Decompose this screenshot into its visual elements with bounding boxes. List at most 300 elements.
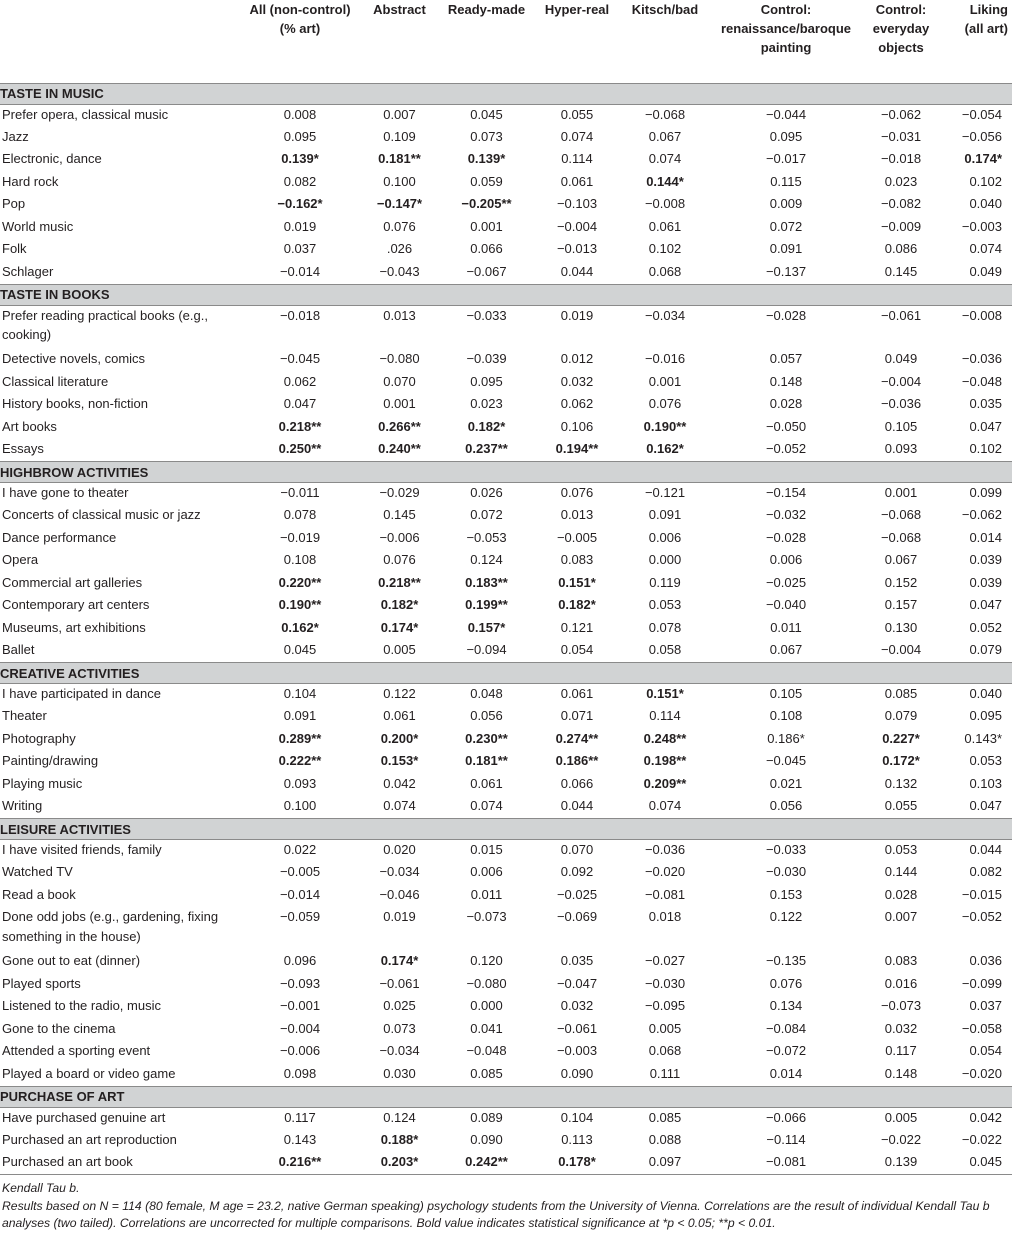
section-title: LEISURE ACTIVITIES (0, 819, 1012, 840)
table-cell: −0.018 (880, 151, 922, 166)
table-cell: −0.018 (279, 307, 321, 323)
table-cell: −0.046 (379, 886, 420, 902)
table-cell: 0.174* (380, 953, 419, 968)
table-cell: −0.052 (765, 441, 807, 456)
table-cell: 0.019 (383, 909, 416, 924)
table-cell: −0.025 (556, 886, 598, 902)
table-cell: −0.008 (644, 196, 686, 211)
table-cell: 0.174* (964, 151, 1002, 166)
table-cell: 0.007 (383, 106, 416, 122)
table-row (0, 349, 1012, 372)
table-row (0, 1019, 1012, 1042)
table-cell: 0.093 (884, 441, 918, 456)
table-cell: −0.044 (765, 106, 807, 122)
table-cell: 0.102 (969, 173, 1002, 189)
table-cell: 0.048 (470, 686, 503, 701)
row-label: Purchased an art book (0, 1152, 240, 1175)
table-cell: 0.067 (884, 552, 918, 567)
table-cell: 0.061 (470, 775, 503, 791)
table-row (0, 885, 1012, 908)
row-label: Essays (2, 441, 44, 456)
row-label: Gone to the cinema (2, 1020, 116, 1036)
column-header-line: Kitsch/bad (631, 2, 699, 17)
table-cell: 0.100 (283, 798, 317, 813)
table-cell: −0.103 (556, 196, 598, 211)
table-cell: −0.081 (644, 886, 686, 902)
table-cell: 0.076 (383, 218, 416, 234)
column-header-1 (240, 0, 360, 83)
table-cell: −0.081 (710, 1152, 862, 1175)
table-cell: 0.114 (649, 708, 681, 723)
table-cell: 0.106 (560, 418, 594, 434)
table-cell: 0.056 (470, 708, 503, 723)
table-cell: 0.186* (767, 730, 805, 746)
table-cell: 0.039 (969, 574, 1002, 590)
column-header-line: (% art) (279, 21, 321, 36)
table-row (0, 483, 1012, 506)
table-cell: −0.135 (765, 953, 807, 968)
table-cell: −0.084 (765, 1020, 807, 1036)
table-row (0, 729, 1012, 752)
table-cell: −0.045 (765, 753, 807, 768)
table-cell: 0.072 (769, 218, 803, 234)
table-cell: 0.058 (648, 642, 682, 657)
table-cell: 0.152 (884, 574, 918, 590)
table-cell: −0.050 (765, 418, 807, 434)
table-cell: 0.199** (465, 597, 508, 612)
table-cell: −0.045 (279, 351, 321, 366)
table-cell: −0.061 (556, 1020, 598, 1036)
table-cell: 0.242** (439, 1152, 534, 1175)
table-cell: 0.099 (969, 485, 1002, 500)
column-header-7 (862, 0, 940, 83)
table-cell: 0.067 (648, 128, 682, 144)
section-header (0, 819, 1012, 840)
table-row (0, 684, 1012, 707)
table-cell: −0.137 (765, 263, 807, 279)
table-cell: −0.003 (556, 1043, 598, 1058)
table-cell: 0.044 (560, 798, 594, 813)
section-title: PURCHASE OF ART (0, 1086, 1012, 1107)
table-cell: 0.061 (648, 218, 682, 234)
table-cell: −0.072 (765, 1043, 807, 1058)
table-cell: 0.045 (283, 642, 317, 657)
table-cell: 0.037 (283, 241, 317, 256)
table-cell: −0.205** (461, 196, 512, 211)
table-cell: 0.188* (380, 1131, 419, 1147)
table-cell: 0.074 (560, 128, 594, 144)
table-cell: 0.124 (383, 1109, 416, 1125)
table-cell: −0.048 (466, 1043, 507, 1058)
table-cell: 0.220** (278, 574, 322, 590)
table-cell: 0.085 (884, 686, 918, 701)
table-cell: −0.058 (961, 1020, 1002, 1036)
table-cell: −0.154 (765, 485, 807, 500)
table-cell: 0.091 (283, 708, 317, 723)
table-cell: 0.218** (278, 418, 322, 434)
table-row (0, 528, 1012, 551)
table-cell: 0.216** (240, 1152, 360, 1175)
table-cell: −0.059 (279, 909, 321, 924)
row-label: Painting/drawing (2, 753, 99, 768)
table-cell: 0.028 (769, 396, 803, 411)
table-cell: 0.132 (884, 775, 918, 791)
table-cell: 0.181** (465, 753, 508, 768)
table-cell: −0.027 (644, 953, 686, 968)
table-cell: 0.289** (278, 730, 322, 746)
table-cell: −0.006 (379, 529, 420, 545)
table-cell: 0.014 (969, 529, 1002, 545)
table-cell: 0.059 (470, 173, 503, 189)
table-cell: 0.182* (380, 597, 419, 612)
table-cell: 0.009 (769, 196, 803, 211)
table-cell: −0.043 (379, 263, 420, 279)
table-cell: −0.095 (644, 998, 686, 1013)
table-cell: 0.143 (283, 1131, 317, 1147)
table-cell: 0.049 (969, 263, 1002, 279)
table-row (0, 172, 1012, 195)
row-label: Played a board or video game (2, 1065, 176, 1081)
row-label: Played sports (2, 975, 81, 991)
table-cell: 0.068 (648, 263, 682, 279)
table-cell: −0.094 (466, 642, 507, 657)
table-cell: −0.033 (765, 842, 807, 857)
table-cell: 0.001 (648, 373, 682, 389)
table-row (0, 550, 1012, 573)
table-cell: −0.004 (279, 1020, 321, 1036)
table-cell: 0.109 (383, 128, 416, 144)
table-cell: 0.122 (769, 909, 803, 924)
table-cell: 0.042 (969, 1109, 1002, 1125)
row-label: Electronic, dance (2, 151, 102, 166)
table-row (0, 127, 1012, 150)
column-header-2 (360, 0, 439, 83)
table-cell: −0.054 (961, 106, 1002, 122)
table-row (0, 239, 1012, 262)
table-cell: 0.066 (560, 775, 594, 791)
table-cell: 0.124 (470, 552, 503, 567)
table-row (0, 104, 1012, 127)
table-cell: 0.021 (769, 775, 803, 791)
table-row (0, 996, 1012, 1019)
table-cell: 0.144* (646, 173, 684, 189)
table-cell: 0.145 (884, 263, 918, 279)
table-cell: 0.174* (380, 619, 419, 635)
table-cell: −0.031 (880, 128, 922, 144)
row-label: I have visited friends, family (2, 842, 162, 857)
table-cell: 0.076 (769, 975, 803, 991)
table-cell: 0.007 (884, 909, 918, 924)
table-cell: 0.032 (560, 998, 594, 1013)
table-cell: −0.034 (379, 864, 420, 879)
table-row (0, 951, 1012, 974)
table-cell: 0.117 (284, 1109, 316, 1125)
table-cell: −0.066 (765, 1109, 807, 1125)
table-cell: 0.026 (470, 485, 503, 500)
table-row (0, 1041, 1012, 1064)
table-row (0, 751, 1012, 774)
table-cell: −0.061 (379, 975, 420, 991)
table-cell: 0.139 (862, 1152, 940, 1175)
table-cell: 0.157* (467, 619, 506, 635)
table-footnotes (0, 1175, 1012, 1233)
table-cell: 0.074 (648, 798, 682, 813)
table-cell: 0.062 (283, 373, 317, 389)
table-cell: 0.045 (470, 106, 503, 122)
row-label: Photography (2, 730, 76, 746)
table-cell: 0.061 (560, 686, 594, 701)
table-cell: −0.040 (765, 597, 807, 612)
table-cell: 0.148 (769, 373, 803, 389)
table-cell: 0.105 (769, 686, 803, 701)
section-header (0, 284, 1012, 305)
table-cell: −0.028 (765, 307, 807, 323)
table-cell: 0.237** (465, 441, 508, 456)
table-cell: 0.190** (278, 597, 322, 612)
table-cell: −0.114 (766, 1131, 806, 1147)
table-cell: −0.121 (644, 485, 686, 500)
table-row (0, 217, 1012, 240)
table-cell: 0.083 (884, 953, 918, 968)
table-cell: 0.012 (560, 351, 594, 366)
table-cell: 0.000 (648, 552, 682, 567)
column-header-line: renaissance/baroque (720, 21, 852, 36)
table-cell: 0.005 (884, 1109, 918, 1125)
table-cell: 0.040 (969, 196, 1002, 211)
column-header-line: Hyper-real (544, 2, 610, 17)
table-cell: 0.148 (884, 1065, 918, 1081)
table-cell: 0.074 (648, 151, 682, 166)
row-label: History books, non-fiction (2, 396, 148, 411)
row-label: Schlager (2, 263, 54, 279)
table-cell: 0.102 (969, 441, 1002, 456)
table-cell: 0.089 (470, 1109, 503, 1125)
table-cell: 0.230** (465, 730, 508, 746)
row-label: Watched TV (2, 864, 73, 879)
table-cell: 0.044 (969, 842, 1002, 857)
table-cell: 0.044 (560, 263, 594, 279)
row-label: Writing (2, 798, 43, 813)
table-cell: 0.018 (648, 909, 682, 924)
table-row (0, 394, 1012, 417)
section-header (0, 83, 1012, 104)
table-cell: 0.100 (383, 173, 416, 189)
table-cell: −0.006 (279, 1043, 321, 1058)
table-cell: −0.020 (644, 864, 686, 879)
table-row (0, 1107, 1012, 1130)
section-header (0, 462, 1012, 483)
table-cell: 0.114 (561, 151, 593, 166)
table-cell: −0.033 (466, 307, 507, 323)
table-cell: −0.034 (644, 307, 686, 323)
table-cell: 0.032 (884, 1020, 918, 1036)
section-header (0, 663, 1012, 684)
table-cell: 0.037 (969, 998, 1002, 1013)
table-row (0, 595, 1012, 618)
table-cell: 0.070 (383, 373, 416, 389)
table-cell: 0.061 (383, 708, 416, 723)
section-header (0, 1086, 1012, 1107)
table-cell: 0.090 (560, 1065, 594, 1081)
table-cell: 0.104 (560, 1109, 594, 1125)
table-cell: 0.198** (643, 753, 687, 768)
table-cell: 0.045 (940, 1152, 1012, 1175)
table-cell: −0.039 (466, 351, 507, 366)
table-cell: −0.048 (961, 373, 1002, 389)
table-cell: 0.151* (558, 574, 596, 590)
table-cell: 0.153 (769, 886, 803, 902)
table-cell: −0.073 (880, 998, 922, 1013)
column-header-5 (620, 0, 710, 83)
table-cell: 0.008 (283, 106, 317, 122)
table-cell: 0.013 (560, 507, 594, 522)
table-cell: −0.011 (280, 485, 320, 500)
table-cell: −0.022 (880, 1131, 922, 1147)
table-cell: 0.130 (884, 619, 918, 635)
row-label: Contemporary art centers (2, 597, 150, 612)
table-cell: 0.085 (648, 1109, 682, 1125)
table-cell: −0.014 (279, 886, 321, 902)
table-cell: 0.186** (555, 753, 599, 768)
table-cell: 0.066 (470, 241, 503, 256)
table-cell: .026 (386, 241, 413, 256)
table-cell: 0.092 (560, 864, 594, 879)
table-cell: 0.095 (470, 373, 503, 389)
table-cell: 0.203* (360, 1152, 439, 1175)
table-row (0, 907, 1012, 951)
table-cell: 0.035 (560, 953, 594, 968)
table-cell: 0.108 (283, 552, 317, 567)
table-cell: 0.105 (884, 418, 918, 434)
section-title: TASTE IN BOOKS (0, 284, 1012, 305)
table-cell: 0.068 (648, 1043, 682, 1058)
table-cell: 0.016 (884, 975, 918, 991)
table-row (0, 372, 1012, 395)
table-cell: 0.035 (969, 396, 1002, 411)
table-cell: 0.078 (648, 619, 682, 635)
table-cell: 0.005 (383, 642, 416, 657)
row-label: Purchased an art reproduction (2, 1131, 177, 1147)
table-row (0, 305, 1012, 349)
column-header-line: painting (760, 40, 812, 55)
table-cell: −0.001 (279, 998, 321, 1013)
table-cell: 0.074 (470, 798, 503, 813)
table-cell: 0.041 (470, 1020, 503, 1036)
table-cell: −0.029 (379, 485, 420, 500)
table-cell: 0.266** (378, 418, 421, 434)
table-row (0, 840, 1012, 863)
table-cell: −0.162* (277, 196, 323, 211)
row-label: Art books (2, 418, 57, 434)
table-cell: 0.200* (380, 730, 419, 746)
table-cell: −0.020 (961, 1065, 1002, 1081)
table-cell: 0.079 (969, 642, 1002, 657)
table-cell: 0.162* (281, 619, 319, 635)
row-label: Gone out to eat (dinner) (2, 953, 141, 968)
table-row (0, 573, 1012, 596)
table-cell: 0.013 (383, 307, 416, 323)
row-label: Concerts of classical music or jazz (2, 507, 201, 522)
table-cell: 0.153* (380, 753, 419, 768)
table-cell: 0.055 (560, 106, 594, 122)
table-cell: −0.068 (644, 106, 686, 122)
table-cell: −0.013 (556, 241, 598, 256)
table-cell: 0.097 (620, 1152, 710, 1175)
table-cell: 0.054 (969, 1043, 1002, 1058)
table-cell: 0.222** (278, 753, 322, 768)
table-cell: 0.052 (969, 619, 1002, 635)
table-cell: 0.023 (470, 396, 503, 411)
row-label: Commercial art galleries (2, 574, 143, 590)
table-cell: 0.011 (470, 886, 503, 902)
table-cell: −0.009 (880, 218, 922, 234)
table-cell: 0.023 (884, 173, 918, 189)
row-label: Have purchased genuine art (2, 1109, 166, 1125)
table-cell: −0.004 (556, 218, 598, 234)
row-label: Prefer reading practical books (e.g., cooking) (2, 307, 208, 342)
row-label: Dance performance (2, 529, 117, 545)
table-row (0, 439, 1012, 462)
column-header-line: All (non-control) (249, 2, 351, 17)
table-row (0, 706, 1012, 729)
header-row (0, 0, 1012, 83)
table-cell: 0.119 (649, 574, 681, 590)
table-cell: 0.190** (643, 418, 687, 434)
table-cell: 0.103 (969, 775, 1002, 791)
table-cell: −0.069 (556, 909, 598, 924)
footnote-method: Kendall Tau b. (2, 1181, 80, 1195)
table-cell: −0.073 (466, 909, 507, 924)
table-cell: −0.030 (644, 975, 686, 991)
table-cell: 0.090 (470, 1131, 503, 1147)
table-cell: 0.053 (969, 753, 1002, 768)
table-cell: 0.151* (646, 686, 684, 701)
table-cell: 0.182* (558, 597, 596, 612)
table-cell: 0.047 (969, 418, 1002, 434)
row-label: Playing music (2, 775, 83, 791)
table-cell: 0.072 (470, 507, 503, 522)
column-header-4 (534, 0, 620, 83)
row-label: Listened to the radio, music (2, 998, 161, 1013)
table-cell: −0.005 (279, 864, 321, 879)
table-cell: −0.047 (556, 975, 598, 991)
table-cell: 0.079 (884, 708, 918, 723)
section-title: CREATIVE ACTIVITIES (0, 663, 1012, 684)
table-cell: −0.004 (880, 642, 922, 657)
table-cell: 0.113 (561, 1131, 593, 1147)
table-cell: 0.178* (534, 1152, 620, 1175)
table-cell: 0.082 (969, 864, 1002, 879)
table-cell: −0.004 (880, 373, 922, 389)
row-label: Folk (2, 241, 27, 256)
table-cell: 0.111 (649, 1065, 681, 1081)
table-cell: 0.088 (648, 1131, 682, 1147)
table-cell: −0.005 (556, 529, 598, 545)
row-label: Theater (2, 708, 47, 723)
table-cell: −0.053 (466, 529, 507, 545)
table-header (0, 0, 1012, 83)
table-cell: −0.017 (765, 151, 807, 166)
table-cell: −0.019 (279, 529, 321, 545)
table-row (0, 262, 1012, 285)
table-cell: 0.006 (769, 552, 803, 567)
row-label: World music (2, 218, 74, 234)
table-cell: 0.143* (964, 730, 1002, 746)
column-header-0 (0, 0, 240, 83)
table-cell: 0.028 (884, 886, 918, 902)
table-cell: 0.040 (969, 686, 1002, 701)
table-cell: 0.145 (383, 507, 416, 522)
